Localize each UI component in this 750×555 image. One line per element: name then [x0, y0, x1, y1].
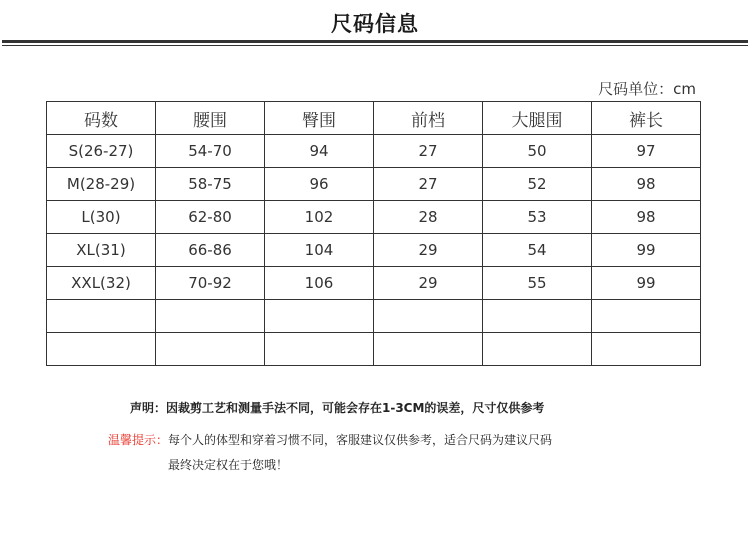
table-row	[47, 135, 701, 168]
cell-thigh: 52	[483, 168, 592, 201]
cell-length: 99	[592, 234, 701, 267]
tip-text-continued: 最终决定权在于您哦！	[168, 458, 289, 472]
cell-hip: 94	[265, 135, 374, 168]
page-title: 尺码信息	[331, 12, 419, 36]
cell-hip: 102	[265, 201, 374, 234]
cell-thigh: 53	[483, 201, 592, 234]
cell-size: XL(31)	[47, 234, 156, 267]
header-waist: 腰围	[156, 102, 265, 135]
disclaimer-text: 声明：因裁剪工艺和测量手法不同，可能会存在1-3CM的误差，尺寸仅供参考	[130, 401, 545, 415]
cell-hip: 106	[265, 267, 374, 300]
cell-empty	[156, 333, 265, 366]
table-row-empty	[47, 300, 701, 333]
cell-waist: 66-86	[156, 234, 265, 267]
table-row-empty	[47, 333, 701, 366]
table-row	[47, 168, 701, 201]
cell-length: 97	[592, 135, 701, 168]
cell-front-rise: 27	[374, 135, 483, 168]
cell-length: 99	[592, 267, 701, 300]
header-front-rise: 前档	[374, 102, 483, 135]
header-hip: 臀围	[265, 102, 374, 135]
title-divider-thin	[2, 45, 748, 46]
header-length: 裤长	[592, 102, 701, 135]
cell-thigh: 50	[483, 135, 592, 168]
table-row	[47, 234, 701, 267]
cell-length: 98	[592, 168, 701, 201]
cell-empty	[483, 333, 592, 366]
title-divider-thick	[2, 40, 748, 43]
cell-empty	[483, 300, 592, 333]
cell-empty	[265, 333, 374, 366]
cell-thigh: 54	[483, 234, 592, 267]
cell-size: L(30)	[47, 201, 156, 234]
cell-size: M(28-29)	[47, 168, 156, 201]
cell-waist: 62-80	[156, 201, 265, 234]
cell-front-rise: 28	[374, 201, 483, 234]
cell-waist: 54-70	[156, 135, 265, 168]
cell-empty	[156, 300, 265, 333]
table-header-row	[47, 102, 701, 135]
cell-empty	[592, 300, 701, 333]
cell-empty	[592, 333, 701, 366]
table-row	[47, 267, 701, 300]
cell-empty	[374, 333, 483, 366]
cell-front-rise: 29	[374, 267, 483, 300]
size-table	[46, 101, 701, 366]
header-thigh: 大腿围	[483, 102, 592, 135]
cell-thigh: 55	[483, 267, 592, 300]
cell-empty	[47, 333, 156, 366]
cell-hip: 104	[265, 234, 374, 267]
tip-text: 每个人的体型和穿着习惯不同，客服建议仅供参考，适合尺码为建议尺码	[168, 433, 553, 447]
cell-waist: 58-75	[156, 168, 265, 201]
unit-label: 尺码单位：cm	[598, 80, 696, 98]
cell-front-rise: 29	[374, 234, 483, 267]
cell-front-rise: 27	[374, 168, 483, 201]
cell-empty	[374, 300, 483, 333]
cell-length: 98	[592, 201, 701, 234]
header-size: 码数	[47, 102, 156, 135]
tip-label: 温馨提示：	[108, 433, 169, 447]
cell-waist: 70-92	[156, 267, 265, 300]
tip-line	[108, 431, 552, 448]
cell-hip: 96	[265, 168, 374, 201]
cell-empty	[47, 300, 156, 333]
cell-size: XXL(32)	[47, 267, 156, 300]
cell-empty	[265, 300, 374, 333]
table-row	[47, 201, 701, 234]
cell-size: S(26-27)	[47, 135, 156, 168]
